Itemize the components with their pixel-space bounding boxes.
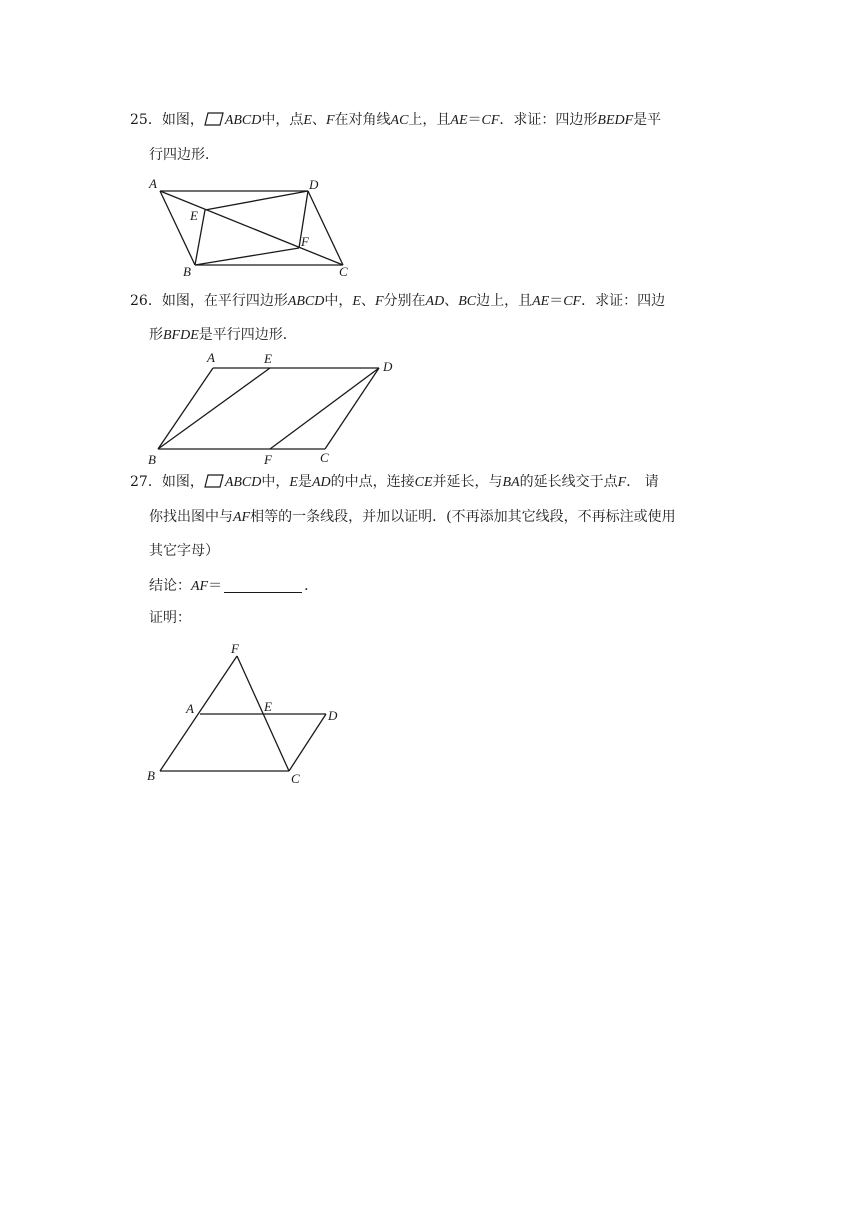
q27-line-1: 27．如图， ABCD中，E是AD的中点，连接CE并延长，与BA的延长线交于点F． 请 (130, 474, 659, 490)
q26-line-1: 26．如图，在平行四边形ABCD中，E、F分别在AD、BC边上，且AE＝CF．求证：四边 (130, 293, 666, 309)
q27-conclusion: 结论：AF＝ ． (149, 578, 319, 594)
label-f: F (264, 452, 272, 467)
q25-line-2: 行四边形． (149, 147, 219, 163)
label-a: A (186, 701, 194, 716)
label-d: D (328, 708, 338, 723)
label-c: C (339, 264, 348, 279)
label-a: A (207, 350, 215, 365)
label-d: D (309, 177, 319, 192)
q25-line-1: 25．如图， ABCD中，点E、F在对角线AC上，且AE＝CF．求证：四边形BEDF是平 (130, 112, 662, 128)
label-e: E (190, 208, 198, 223)
label-a: A (149, 176, 157, 191)
label-b: B (148, 452, 156, 467)
label-f: F (301, 234, 309, 249)
label-c: C (320, 450, 329, 465)
label-f: F (231, 641, 239, 656)
q27-line-3: 其它字母） (149, 543, 219, 559)
label-c: C (291, 771, 300, 786)
q27-proof-label: 证明： (149, 610, 191, 626)
label-e: E (264, 351, 272, 366)
segment-dc (289, 714, 326, 771)
label-b: B (147, 768, 155, 783)
label-e: E (264, 699, 272, 714)
q26-line-2: 形BFDE是平行四边形． (149, 327, 297, 343)
q27-line-2: 你找出图中与AF相等的一条线段，并加以证明．(不再添加其它线段，不再标注或使用 (149, 509, 676, 525)
label-d: D (383, 359, 393, 374)
label-b: B (183, 264, 191, 279)
